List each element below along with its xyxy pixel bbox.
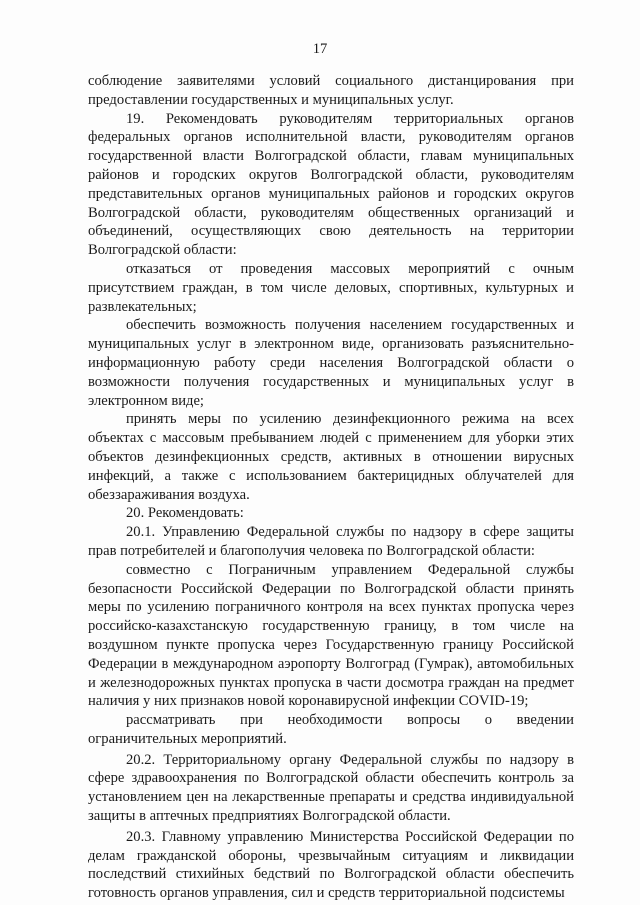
paragraph-item-20-1: 20.1. Управлению Федеральной службы по надзору в сфере защиты прав потребителей и благополучия человека по Волгоградской области: <box>88 524 574 559</box>
paragraph-restrictive-measures: рассматривать при необходимости вопросы о введении ограничительных мероприятий. <box>88 712 574 747</box>
page-number: 17 <box>312 41 328 57</box>
paragraph-item-20-3: 20.3. Главному управлению Министерства Российской Федерации по делам гражданской обороны, чрезвычайным ситуациям и ликвидации последствий стихийных бедствий по Волгоградской области обеспечить готовность органов управления, сил и средств территориальной подсистемы <box>88 828 574 902</box>
paragraph-item-20: 20. Рекомендовать: <box>126 505 244 522</box>
paragraph-electronic-services: обеспечить возможность получения населением государственных и муниципальных услуг в электронном виде, организовать разъяснительно-информационную работу среди населения Волгоградской области о возможности получения государственных и муниципальных услуг в электронном виде; <box>88 317 574 409</box>
paragraph-border-control: совместно с Пограничным управлением Федеральной службы безопасности Российской Федерации по Волгоградской области принять меры по усилению пограничного контроля на всех пунктах пропуска через российско-казахстанскую государственную границу, в том числе на воздушном пункте пропуска через Государственную границу Российской Федерации в международном аэропорту Волгоград (Гумрак), автомобильных и железнодорожных пунктах пропуска в части досмотра граждан на предмет наличия у них признаков новой коронавирусной инфекции COVID-19; <box>88 561 574 710</box>
document-body <box>88 72 574 903</box>
paragraph-item-20-2: 20.2. Территориальному органу Федеральной службы по надзору в сфере здравоохранения по Волгоградской области обеспечить контроль за установлением цен на лекарственные препараты и средства индивидуальной защиты в аптечных предприятиях Волгоградской области. <box>88 751 574 825</box>
paragraph-disinfection: принять меры по усилению дезинфекционного режима на всех объектах с массовым пребыванием людей с применением для уборки этих объектов дезинфекционных средств, активных в отношении вирусных инфекций, а также с использованием бактерицидных облучателей для обеззараживания воздуха. <box>88 411 574 503</box>
paragraph-mass-events: отказаться от проведения массовых мероприятий с очным присутствием граждан, в том числе деловых, спортивных, культурных и развлекательных; <box>88 260 574 315</box>
paragraph-continuation: соблюдение заявителями условий социального дистанцирования при предоставлении государственных и муниципальных услуг. <box>88 73 574 108</box>
paragraph-item-19: 19. Рекомендовать руководителям территориальных органов федеральных органов исполнительной власти, руководителям органов государственной власти Волгоградской области, главам муниципальных районов и городских округов Волгоградской области, руководителям представительных органов муниципальных районов и городских округов Волгоградской области, руководителям общественных организаций и объединений, осуществляющих свою деятельность на территории Волгоградской области: <box>88 110 574 259</box>
